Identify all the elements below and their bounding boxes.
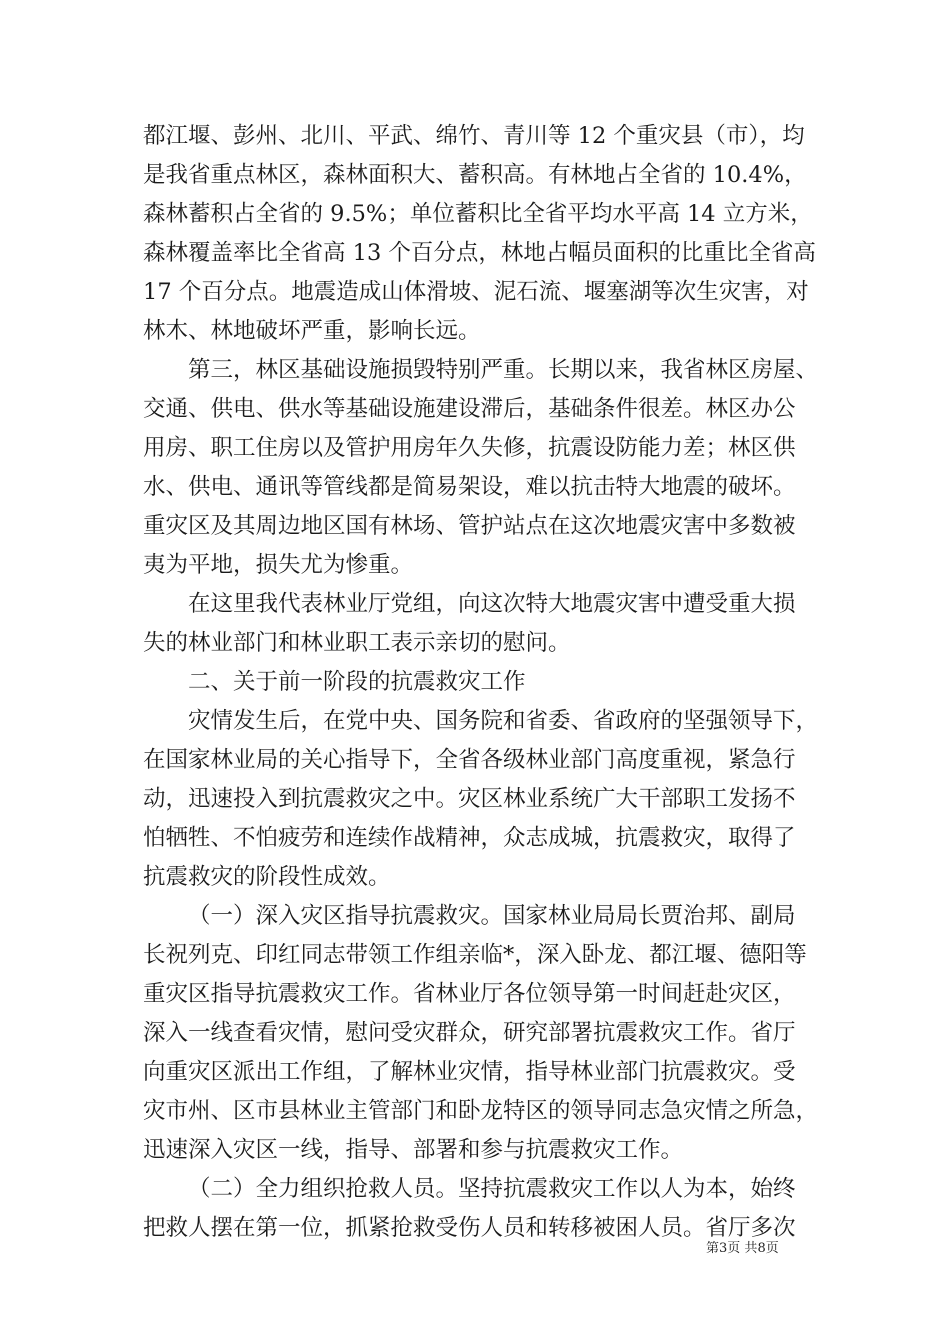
text-line: 在国家林业局的关心指导下，全省各级林业部门高度重视，紧急行 xyxy=(143,747,796,773)
text-line: 重灾区指导抗震救灾工作。省林业厅各位领导第一时间赶赴灾区， xyxy=(143,981,796,1007)
paragraph-first-line: （二）全力组织抢救人员。坚持抗震救灾工作以人为本，始终 xyxy=(188,1176,796,1202)
text-line: 水、供电、通讯等管线都是简易架设，难以抗击特大地震的破坏。 xyxy=(143,474,796,500)
text-line: 向重灾区派出工作组，了解林业灾情，指导林业部门抗震救灾。受 xyxy=(143,1059,796,1085)
text-line: 灾市州、区市县林业主管部门和卧龙特区的领导同志急灾情之所急， xyxy=(143,1098,819,1124)
text-line: 是我省重点林区，森林面积大、蓄积高。有林地占全省的 10.4%， xyxy=(143,162,807,188)
text-line: 把救人摆在第一位，抓紧抢救受伤人员和转移被困人员。省厅多次 xyxy=(143,1215,796,1241)
text-line: 迅速深入灾区一线，指导、部署和参与抗震救灾工作。 xyxy=(143,1137,684,1163)
current-page-number: 3 xyxy=(719,1241,728,1256)
paragraph-first-line: 在这里我代表林业厅党组，向这次特大地震灾害中遭受重大损 xyxy=(188,591,796,617)
text-line: 都江堰、彭州、北川、平武、绵竹、青川等 12 个重灾县（市），均 xyxy=(143,123,805,149)
text-line: 森林覆盖率比全省高 13 个百分点，林地占幅员面积的比重比全省高 xyxy=(143,240,816,266)
text-line: 重灾区及其周边地区国有林场、管护站点在这次地震灾害中多数被 xyxy=(143,513,796,539)
text-line: 夷为平地，损失尤为惨重。 xyxy=(143,552,414,578)
section-heading: 二、关于前一阶段的抗震救灾工作 xyxy=(188,669,526,695)
total-page-count: 8 xyxy=(757,1241,766,1256)
text-line: 动，迅速投入到抗震救灾之中。灾区林业系统广大干部职工发扬不 xyxy=(143,786,796,812)
footer-suffix: 页 xyxy=(765,1241,779,1256)
text-line: 抗震救灾的阶段性成效。 xyxy=(143,864,391,890)
paragraph-first-line: 灾情发生后，在党中央、国务院和省委、省政府的坚强领导下， xyxy=(188,708,819,734)
paragraph-first-line: （一）深入灾区指导抗震救灾。国家林业局局长贾治邦、副局 xyxy=(188,903,796,929)
text-line: 怕牺牲、不怕疲劳和连续作战精神，众志成城，抗震救灾，取得了 xyxy=(143,825,796,851)
paragraph-first-line: 第三，林区基础设施损毁特别严重。长期以来，我省林区房屋、 xyxy=(188,357,819,383)
text-line: 交通、供电、供水等基础设施建设滞后，基础条件很差。林区办公 xyxy=(143,396,796,422)
text-line: 17 个百分点。地震造成山体滑坡、泥石流、堰塞湖等次生灾害，对 xyxy=(143,279,809,305)
text-line: 长祝列克、印红同志带领工作组亲临*，深入卧龙、都江堰、德阳等 xyxy=(143,942,807,968)
page-number-footer xyxy=(706,1240,906,1258)
text-line: 深入一线查看灾情，慰问受灾群众，研究部署抗震救灾工作。省厅 xyxy=(143,1020,796,1046)
text-line: 森林蓄积占全省的 9.5%；单位蓄积比全省平均水平高 14 立方米， xyxy=(143,201,813,227)
text-line: 林木、林地破坏严重，影响长远。 xyxy=(143,318,481,344)
footer-prefix: 第 xyxy=(706,1241,720,1256)
text-line: 失的林业部门和林业职工表示亲切的慰问。 xyxy=(143,630,571,656)
footer-middle: 页 共 xyxy=(727,1241,758,1256)
text-line: 用房、职工住房以及管护用房年久失修，抗震设防能力差；林区供 xyxy=(143,435,796,461)
